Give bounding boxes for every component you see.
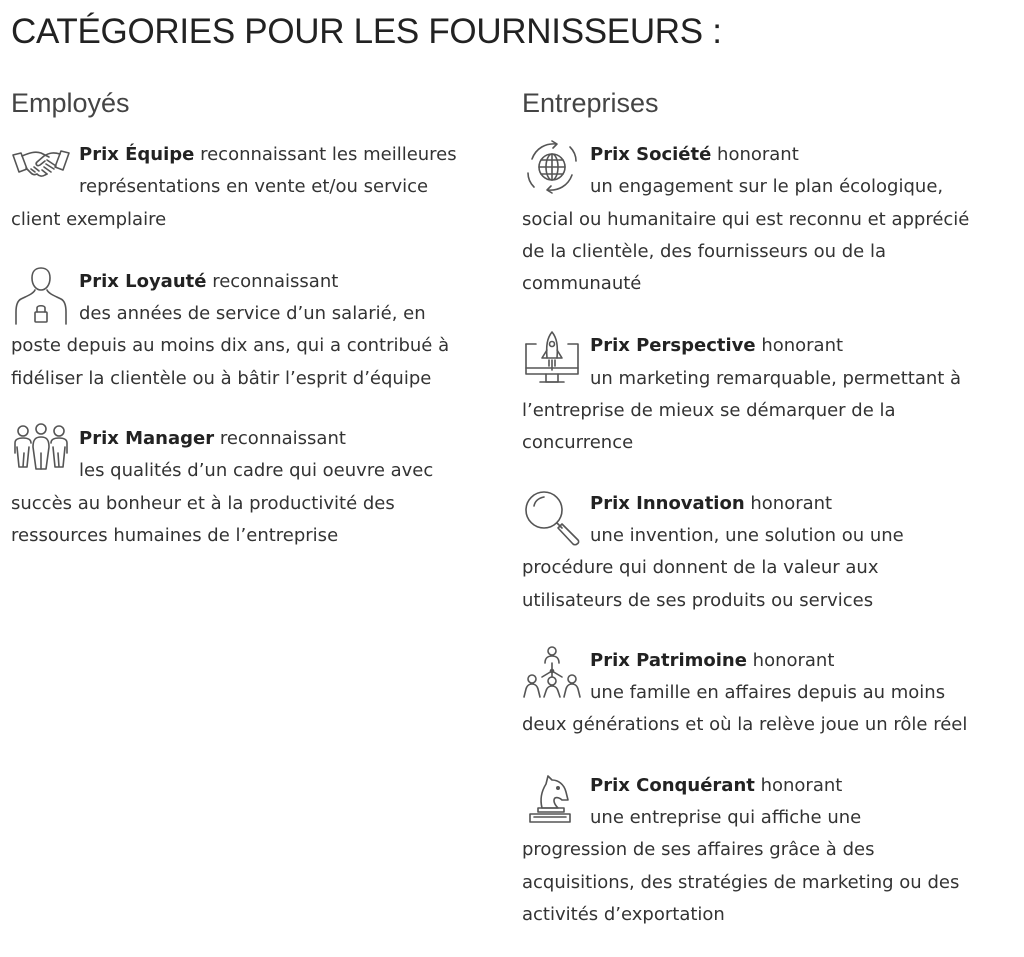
- award-text: honorant: [744, 492, 833, 514]
- entreprises-column: [522, 86, 1002, 957]
- award-text: progression de ses affaires grâce à des: [522, 839, 875, 861]
- employes-column: [11, 86, 481, 578]
- award-text: une famille en affaires depuis au moins: [590, 682, 946, 704]
- award-text: reconnaissant: [214, 428, 346, 450]
- award-innovation: [522, 488, 1002, 617]
- award-manager: [11, 423, 481, 552]
- award-text: succès au bonheur et à la productivité des: [11, 492, 395, 514]
- award-loyaute: [11, 266, 481, 395]
- award-text: utilisateurs de ses produits ou services: [522, 589, 874, 611]
- award-text: concurrence: [522, 432, 634, 454]
- award-societe: [522, 139, 1002, 300]
- magnifier-icon: [522, 488, 582, 548]
- award-text: communauté: [522, 273, 642, 295]
- page-title: CATÉGORIES POUR LES FOURNISSEURS :: [11, 12, 722, 51]
- award-text: de la clientèle, des fournisseurs ou de la: [522, 240, 886, 262]
- award-text: des années de service d’un salarié, en: [79, 303, 426, 325]
- award-text: une entreprise qui affiche une: [590, 807, 862, 829]
- award-text: activités d’exportation: [522, 903, 725, 925]
- award-text: un marketing remarquable, permettant à: [590, 367, 962, 389]
- award-text: les qualités d’un cadre qui oeuvre avec: [79, 460, 434, 482]
- award-name: Prix Conquérant: [590, 774, 755, 796]
- award-text: client exemplaire: [11, 208, 167, 230]
- team-icon: [11, 423, 71, 483]
- award-text: ressources humaines de l’entreprise: [11, 524, 339, 546]
- award-name: Prix Équipe: [79, 144, 195, 165]
- award-text: reconnaissant les meilleures: [194, 144, 457, 165]
- award-text: honorant: [755, 335, 844, 357]
- award-perspective: [522, 330, 1002, 459]
- award-conquerant: [522, 770, 1002, 931]
- award-name: Prix Perspective: [590, 335, 756, 357]
- award-text: honorant: [711, 144, 799, 165]
- award-name: Prix Innovation: [590, 492, 745, 514]
- award-text: acquisitions, des stratégies de marketing ou des: [522, 871, 960, 893]
- award-text: honorant: [746, 649, 835, 671]
- award-name: Prix Loyauté: [79, 270, 207, 292]
- handshake-icon: [11, 139, 71, 199]
- family-tree-icon: [522, 645, 582, 705]
- award-text: une invention, une solution ou une: [590, 524, 904, 546]
- employes-heading: Employés: [11, 88, 130, 118]
- award-text: reconnaissant: [206, 270, 339, 292]
- award-text: procédure qui donnent de la valeur aux: [522, 557, 879, 579]
- rocket-monitor-icon: [522, 330, 582, 390]
- award-patrimoine: [522, 645, 1002, 742]
- award-text: honorant: [754, 774, 843, 796]
- award-equipe: [11, 139, 481, 236]
- award-text: social ou humanitaire qui est reconnu et apprécié: [522, 208, 970, 230]
- globe-cycle-icon: [522, 139, 582, 199]
- award-text: poste depuis au moins dix ans, qui a contribué à: [11, 335, 450, 357]
- award-text: représentations en vente et/ou service: [79, 176, 429, 198]
- chess-knight-icon: [522, 770, 582, 830]
- award-text: fidéliser la clientèle ou à bâtir l’esprit d’équipe: [11, 367, 432, 389]
- award-name: Prix Société: [590, 144, 712, 165]
- person-lock-icon: [11, 266, 71, 326]
- entreprises-heading: Entreprises: [522, 88, 659, 118]
- award-text: deux générations et où la relève joue un rôle réel: [522, 714, 968, 736]
- award-text: un engagement sur le plan écologique,: [590, 176, 944, 198]
- award-text: l’entreprise de mieux se démarquer de la: [522, 400, 896, 422]
- award-name: Prix Patrimoine: [590, 649, 747, 671]
- award-name: Prix Manager: [79, 428, 215, 450]
